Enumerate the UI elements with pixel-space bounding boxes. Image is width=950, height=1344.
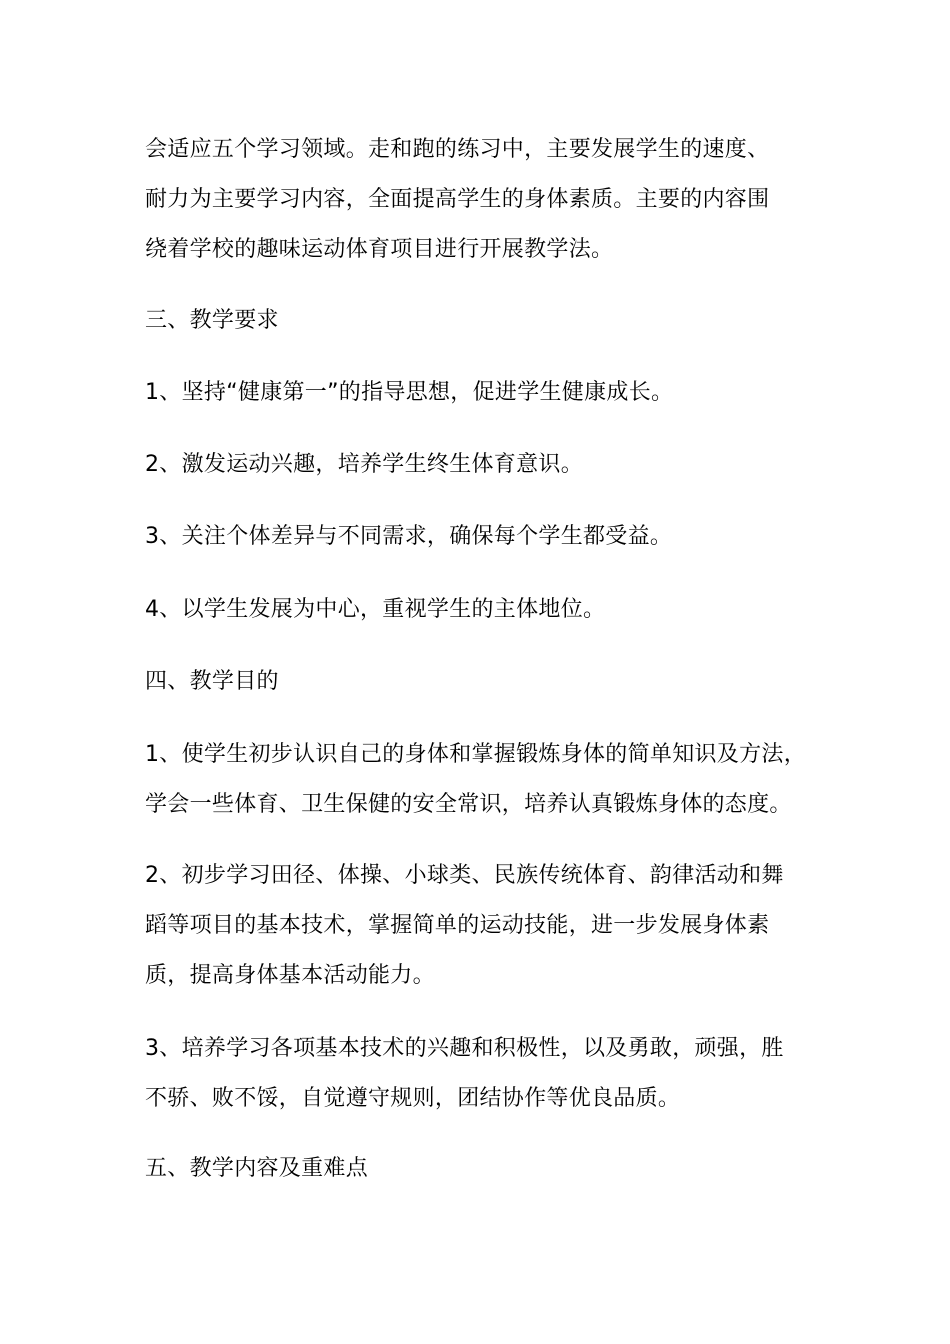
section-4-heading: 四、教学目的 [145, 669, 279, 694]
section-3-heading: 三、教学要求 [145, 308, 279, 333]
intro-line-3: 绕着学校的趣味运动体育项目进行开展教学法。 [145, 237, 614, 262]
section-4-item-1-line-1: 1、使学生初步认识自己的身体和掌握锻炼身体的简单知识及方法， [145, 742, 806, 767]
section-4-item-2-line-3: 质，提高身体基本活动能力。 [145, 963, 435, 988]
section-3-item-2: 2、激发运动兴趣，培养学生终生体育意识。 [145, 452, 583, 477]
section-4-item-2-line-2: 蹈等项目的基本技术，掌握简单的运动技能，进一步发展身体素 [145, 913, 770, 938]
section-4-item-3-line-1: 3、培养学习各项基本技术的兴趣和积极性，以及勇敢，顽强，胜 [145, 1036, 784, 1061]
section-5-heading: 五、教学内容及重难点 [145, 1156, 369, 1181]
section-4-item-2-line-1: 2、初步学习田径、体操、小球类、民族传统体育、韵律活动和舞 [145, 863, 784, 888]
section-3-item-4: 4、以学生发展为中心，重视学生的主体地位。 [145, 597, 606, 622]
intro-line-2: 耐力为主要学习内容，全面提高学生的身体素质。主要的内容围 [145, 187, 770, 212]
section-4-item-3-line-2: 不骄、败不馁，自觉遵守规则，团结协作等优良品质。 [145, 1086, 681, 1111]
section-3-item-3: 3、关注个体差异与不同需求，确保每个学生都受益。 [145, 524, 673, 549]
section-4-item-1-line-2: 学会一些体育、卫生保健的安全常识，培养认真锻炼身体的态度。 [145, 792, 792, 817]
intro-line-1: 会适应五个学习领域。走和跑的练习中，主要发展学生的速度、 [145, 137, 770, 162]
section-3-item-1: 1、坚持“健康第一”的指导思想，促进学生健康成长。 [145, 380, 674, 405]
